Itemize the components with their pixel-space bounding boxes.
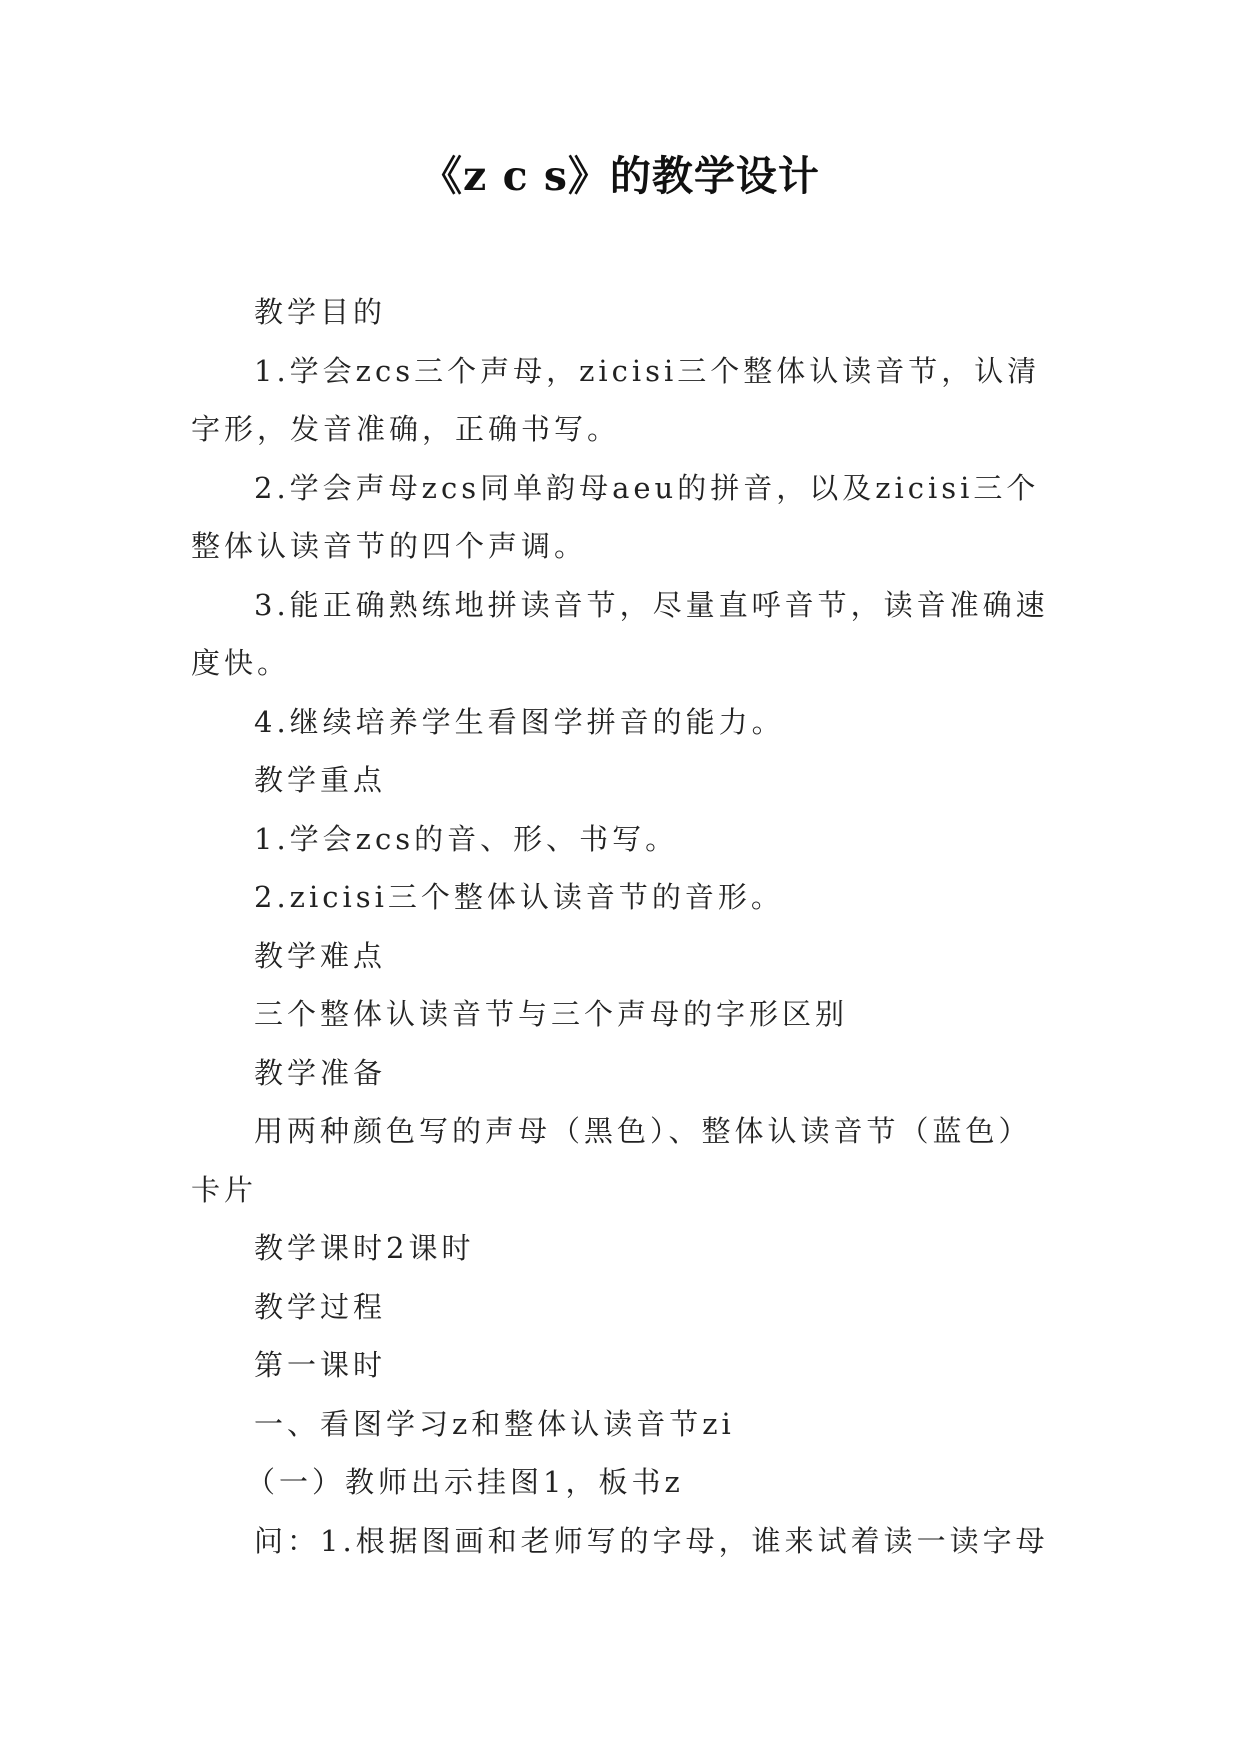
question-1: 问：1.根据图画和老师写的字母，谁来试着读一读字母 [254,1523,1049,1558]
preparation-text: 用两种颜色写的声母（黑色）、整体认读音节（蓝色）卡片 [191,1114,1032,1207]
subsection-one: （一）教师出示挂图1，板书z [246,1465,684,1499]
heading-teaching-goals: 教学目的 [254,295,387,329]
first-lesson: 第一课时 [254,1348,387,1382]
heading-difficulties: 教学难点 [254,938,387,973]
heading-preparation: 教学准备 [254,1055,387,1090]
goal-1: 1.学会zcs三个声母，zicisi三个整体认读音节，认清字形，发音准确，正确书写。 [191,353,1041,446]
goal-4: 4.继续培养学生看图学拼音的能力。 [254,704,785,739]
class-hours: 教学课时2课时 [254,1231,475,1265]
key-point-2: 2.zicisi三个整体认读音节的音形。 [254,880,784,914]
goal-3: 3.能正确熟练地拼读音节，尽量直呼音节，读音准确速度快。 [191,587,1049,680]
section-one: 一、看图学习z和整体认读音节zi [254,1406,735,1441]
heading-process: 教学过程 [254,1289,387,1324]
heading-key-points: 教学重点 [254,763,387,797]
goal-2: 2.学会声母zcs同单韵母aeu的拼音，以及zicisi三个整体认读音节的四个声调。 [191,470,1040,563]
document-title: 《z c s》的教学设计 [421,152,820,200]
difficulty-text: 三个整体认读音节与三个声母的字形区别 [254,997,849,1031]
document-body [191,283,1051,1570]
key-point-1: 1.学会zcs的音、形、书写。 [254,821,679,856]
